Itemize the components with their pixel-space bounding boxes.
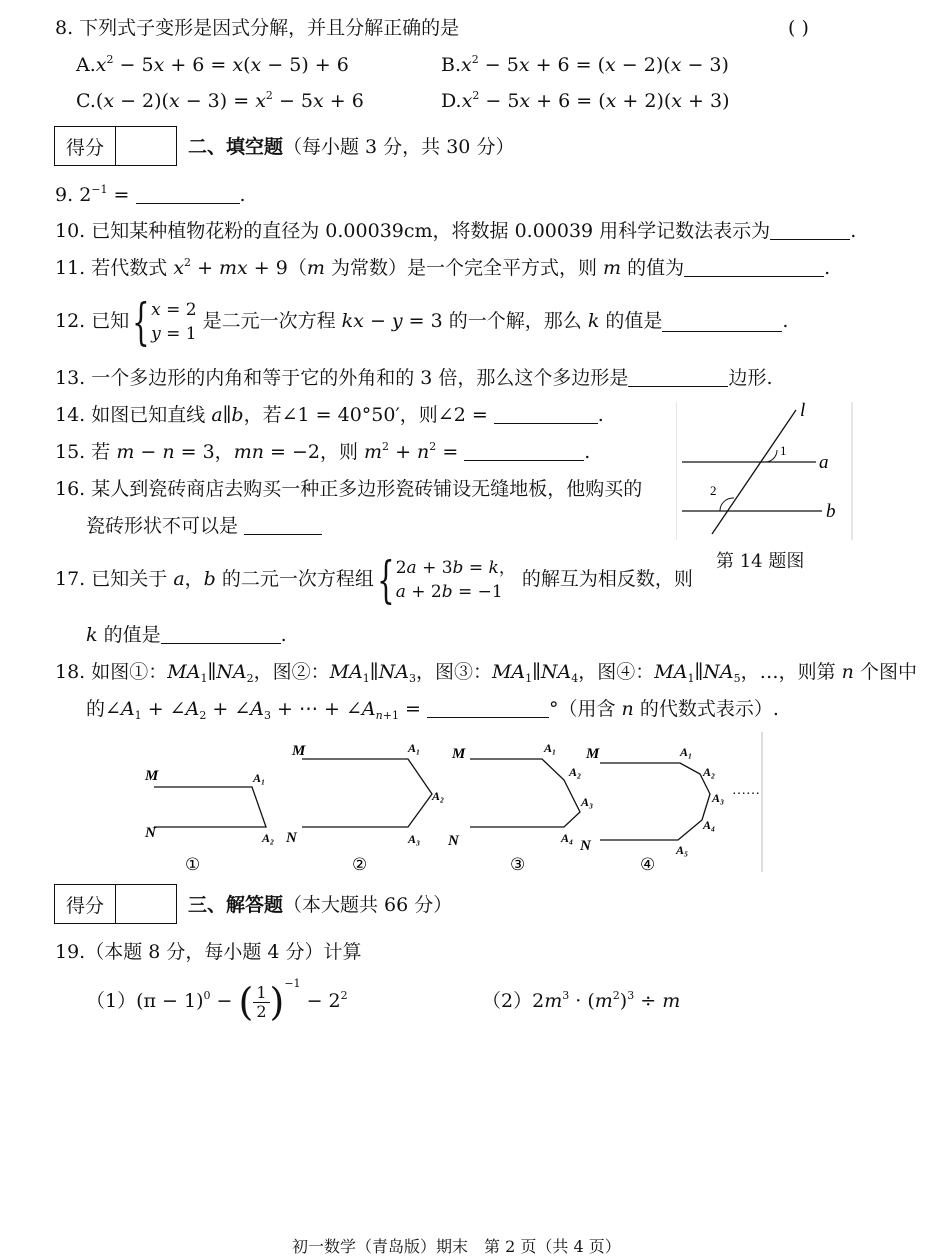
- section2-title: 二、填空题（每小题 3 分，共 30 分）: [188, 136, 515, 158]
- svg-text:①: ①: [185, 855, 201, 874]
- q19-part2: $(2)2m^3 \cdot (m^2)^3 \div m$: [482, 989, 681, 1012]
- svg-text:A₁: A₁: [253, 771, 266, 785]
- svg-text:N: N: [448, 833, 459, 849]
- svg-text:A₅: A₅: [676, 843, 689, 857]
- q12-answer-blank[interactable]: [662, 313, 782, 332]
- svg-text:……: ……: [732, 783, 760, 798]
- q18-line1: 18. 如图①：$MA_1\parallel NA_2$，图②：$MA_1\parallel NA_3$，图③：$MA_1\parallel NA_4$，图④：$MA_1\parallel NA_5$，…，则第 n 个图中: [55, 661, 917, 685]
- q18-line2: 的$\angle A_1$ + $\angle A_2$ + $\angle A_3$ + ⋯ + $\angle A_{n+1}$ = °（用含 n 的代数式表示）.: [86, 698, 779, 722]
- line-l: [712, 410, 796, 534]
- score-label: 得分: [55, 885, 116, 923]
- svg-text:A₃: A₃: [581, 795, 594, 809]
- q10-answer-blank[interactable]: [770, 221, 850, 240]
- q8-answer-bracket: ( ): [788, 17, 809, 39]
- q11: 11. 若代数式 $x^2$ + mx + 9（m 为常数）是一个完全平方式，则 m 的值为 .: [55, 256, 831, 279]
- svg-text:N: N: [580, 838, 591, 854]
- svg-text:④: ④: [640, 855, 656, 874]
- q13: 13. 一个多边形的内角和等于它的外角和的 3 倍，那么这个多边形是 边形.: [55, 367, 773, 389]
- svg-text:M: M: [145, 768, 159, 784]
- svg-text:A₃: A₃: [408, 832, 421, 846]
- svg-text:A₄: A₄: [561, 831, 574, 845]
- svg-text:A₁: A₁: [408, 741, 421, 755]
- score-label: 得分: [55, 127, 116, 165]
- q8-option-b: $B.x^2 - 5x + 6 = (x - 2)(x - 3)$: [441, 53, 729, 76]
- q8-option-a: $A.x^2 - 5x + 6 = x(x - 5) + 6$: [76, 53, 349, 76]
- q14-answer-blank[interactable]: [494, 405, 598, 424]
- figure-14: [676, 402, 854, 542]
- label-1: 1: [780, 443, 787, 458]
- q9-answer-blank[interactable]: [136, 185, 240, 204]
- q9: 9. $2^{-1}$ = .: [55, 183, 246, 206]
- q17-answer-blank[interactable]: [161, 625, 281, 644]
- figure-18-panel-3: [447, 741, 593, 874]
- score-blank[interactable]: [116, 127, 176, 165]
- score-box-section2: [54, 126, 177, 166]
- svg-text:A₁: A₁: [544, 741, 557, 755]
- q18-answer-blank[interactable]: [427, 699, 549, 718]
- q13-answer-blank[interactable]: [628, 368, 728, 387]
- figure-18-panel-2: [285, 741, 444, 874]
- figure-14-caption: 第 14 题图: [716, 551, 805, 572]
- svg-text:M: M: [452, 746, 466, 762]
- label-a: a: [819, 452, 829, 473]
- svg-text:A₃: A₃: [712, 791, 725, 805]
- svg-text:A₂: A₂: [569, 765, 582, 779]
- svg-text:A₁: A₁: [680, 745, 693, 759]
- svg-text:③: ③: [510, 855, 526, 874]
- svg-text:M: M: [292, 743, 306, 759]
- svg-text:A₂: A₂: [432, 789, 445, 803]
- section3-title: 三、解答题（本大题共 66 分）: [188, 894, 453, 916]
- q16-line1: 16. 某人到瓷砖商店去购买一种正多边形瓷砖铺设无缝地板，他购买的: [55, 478, 643, 500]
- q16-line2: 瓷砖形状不可以是: [86, 514, 322, 538]
- q17-line2: k 的值是 .: [86, 624, 287, 646]
- q8-option-d: $D.x^2 - 5x + 6 = (x + 2)(x + 3)$: [441, 89, 730, 112]
- score-box-section3: [54, 884, 177, 924]
- figure-18-panel-1: [144, 768, 274, 874]
- q8-option-c: $C.(x - 2)(x - 3) = x^2 - 5x + 6$: [76, 89, 364, 112]
- svg-text:A₄: A₄: [703, 818, 716, 832]
- svg-text:N: N: [286, 830, 297, 846]
- q15: 15. 若 m − n = 3，mn = −2，则 $m^2 + n^2$ = .: [55, 440, 591, 463]
- q19-part1: $(1)(\pi - 1)^0$ − ( $\frac{1}{2}$ )$^{-1} - 2^2$: [86, 977, 348, 1024]
- figure-18: [140, 732, 770, 877]
- label-2: 2: [710, 483, 717, 498]
- angle-1-arc: [764, 450, 777, 462]
- label-b: b: [826, 501, 836, 522]
- svg-text:N: N: [145, 825, 156, 841]
- q16-answer-blank[interactable]: [244, 516, 322, 535]
- q11-answer-blank[interactable]: [684, 258, 824, 277]
- q15-answer-blank[interactable]: [464, 442, 584, 461]
- svg-text:M: M: [586, 746, 600, 762]
- q8-stem: 8. 下列式子变形是因式分解，并且分解正确的是: [55, 17, 460, 39]
- q12: 12. 已知{x = 2 y = 1 是二元一次方程 kx − y = 3 的一个解，那么 k 的值是 .: [55, 293, 789, 351]
- label-l: l: [800, 402, 806, 421]
- svg-text:A₂: A₂: [703, 765, 716, 779]
- q14: 14. 如图已知直线 a∥b，若∠1 = 40°50′，则∠2 = .: [55, 404, 604, 426]
- q19-stem: 19.（本题 8 分，每小题 4 分）计算: [55, 941, 362, 963]
- page-footer: 初一数学（青岛版）期末 第 2 页（共 4 页）: [292, 1237, 621, 1256]
- q10: 10. 已知某种植物花粉的直径为 0.00039cm，将数据 0.00039 用科学记数法表示为 .: [55, 220, 857, 242]
- svg-text:②: ②: [352, 855, 368, 874]
- svg-text:A₂: A₂: [262, 831, 275, 845]
- q17: 17. 已知关于 a，b 的二元一次方程组{2a + 3b = k， a + 2b = −1 的解互为相反数，则: [55, 551, 693, 609]
- figure-18-panel-4: [579, 745, 760, 874]
- score-blank[interactable]: [116, 885, 176, 923]
